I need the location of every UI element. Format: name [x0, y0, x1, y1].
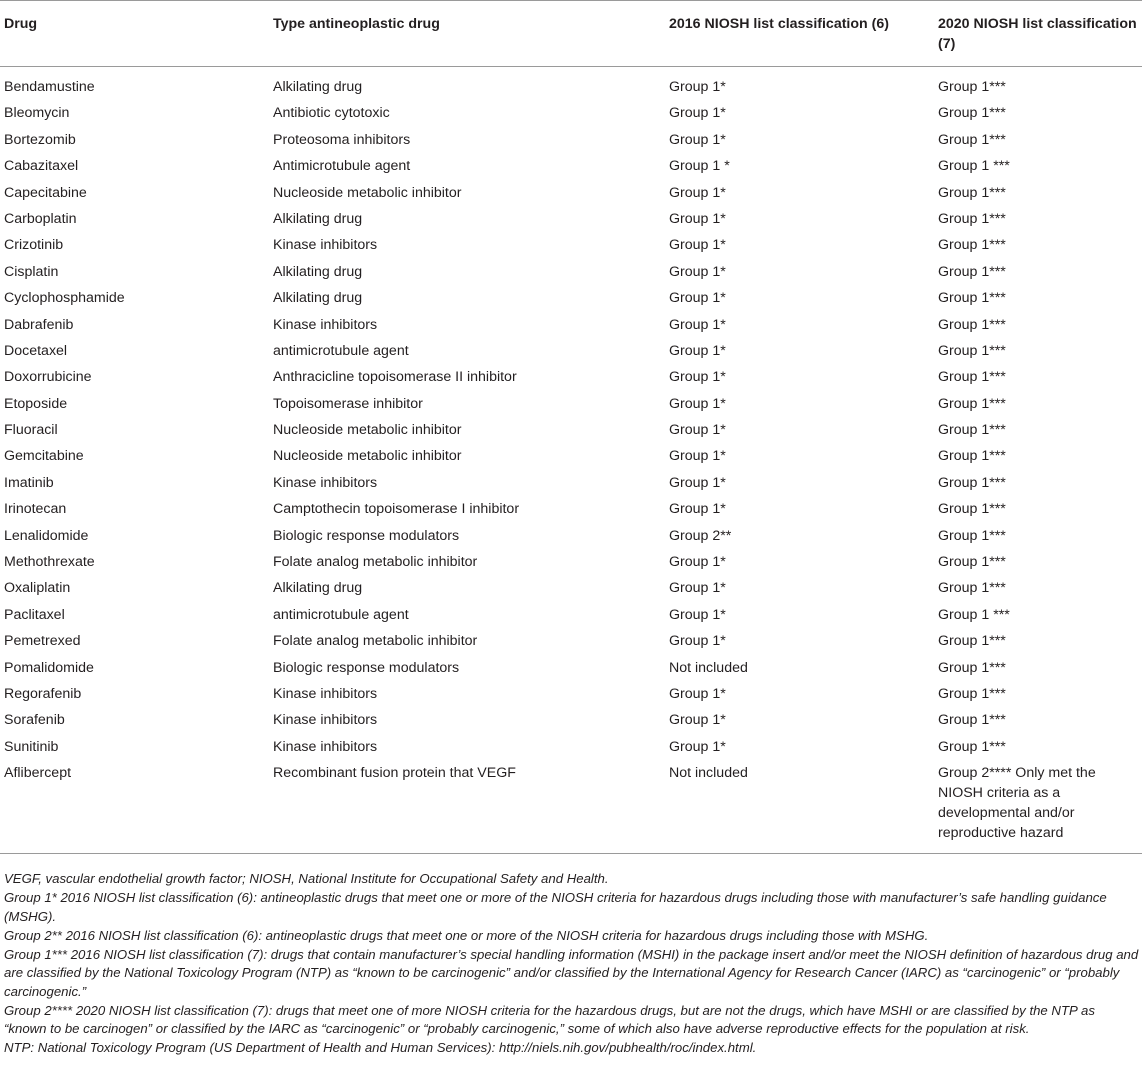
niosh-2016-cell: Group 1* — [669, 79, 726, 95]
drug-name-cell: Aflibercept — [0, 760, 269, 854]
niosh-2020-cell: Group 1*** — [938, 448, 1006, 465]
niosh-2016-cell: Group 1* — [669, 131, 726, 148]
drug-name-cell: Doxorrubicine — [4, 369, 92, 386]
niosh-2020-cell: Group 1*** — [938, 79, 1006, 95]
drug-name-cell: Sorafenib — [4, 712, 65, 729]
niosh-2016-cell: Group 1* — [669, 606, 726, 623]
niosh-2020-cell: Group 1*** — [938, 738, 1006, 755]
drug-name-cell: Cyclophosphamide — [4, 290, 125, 307]
niosh-2016-cell: Group 1* — [669, 501, 726, 518]
table-row — [0, 760, 1142, 854]
niosh-2020-cell: Group 1*** — [938, 210, 1006, 227]
niosh-2016-cell: Group 1* — [669, 474, 726, 491]
niosh-2020-cell: Group 1*** — [938, 263, 1006, 280]
drug-type-cell: Alkilating drug — [273, 79, 363, 95]
table-row — [0, 364, 1142, 390]
niosh-2020-cell: Group 1*** — [938, 580, 1006, 597]
column-header-2020-classification: 2020 NIOSH list classification (7) — [934, 1, 1142, 67]
footnote: Group 2** 2016 NIOSH list classification (6): antineoplastic drugs that meet one or more of the NIOSH criteria for hazardous drugs including those with MSHG. — [4, 927, 929, 943]
drug-type-cell: Kinase inhibitors — [273, 738, 378, 755]
table-row — [0, 707, 1142, 733]
niosh-2016-cell: Group 1* — [669, 237, 726, 254]
niosh-2020-cell: Group 1*** — [938, 712, 1006, 729]
drug-type-cell: Alkilating drug — [273, 263, 363, 280]
niosh-2016-cell: Group 1 * — [669, 158, 730, 175]
niosh-2016-cell: Group 1* — [669, 422, 726, 439]
niosh-2016-cell: Group 1* — [669, 342, 726, 359]
drug-name-cell: Methothrexate — [4, 554, 95, 571]
drug-type-cell: antimicrotubule agent — [273, 342, 409, 359]
footnote: Group 1* 2016 NIOSH list classification (6): antineoplastic drugs that meet one or more of the NIOSH criteria for hazardous drugs including those with manufacturer’s safe handling guidance (MSHG). — [4, 890, 1107, 924]
table-row — [0, 127, 1142, 153]
niosh-2020-cell: Group 1*** — [938, 527, 1006, 544]
table-row — [0, 338, 1142, 364]
drug-name-cell: Pemetrexed — [4, 633, 81, 650]
drug-type-cell: Folate analog metabolic inhibitor — [273, 633, 478, 650]
table-row — [0, 496, 1142, 522]
table-row — [0, 153, 1142, 179]
column-header-drug: Drug — [0, 1, 269, 67]
table-row — [0, 443, 1142, 469]
niosh-2016-cell: Group 1* — [669, 263, 726, 280]
niosh-2020-cell: Group 1*** — [938, 105, 1006, 122]
niosh-2020-cell: Group 1*** — [938, 131, 1006, 148]
niosh-2020-cell: Group 1*** — [938, 184, 1006, 201]
table-row — [0, 259, 1142, 285]
niosh-2016-cell: Not included — [665, 760, 934, 854]
drug-name-cell: Cabazitaxel — [4, 158, 79, 175]
niosh-2016-cell: Group 1* — [669, 448, 726, 465]
niosh-2020-cell: Group 1*** — [938, 422, 1006, 439]
niosh-2020-cell: Group 1*** — [938, 685, 1006, 702]
table-row — [0, 67, 1142, 101]
drug-name-cell: Cisplatin — [4, 263, 59, 280]
drug-name-cell: Regorafenib — [4, 685, 82, 702]
drug-type-cell: Anthracicline topoisomerase II inhibitor — [273, 369, 517, 386]
niosh-2016-cell: Group 1* — [669, 554, 726, 571]
table-row — [0, 232, 1142, 258]
table-row — [0, 180, 1142, 206]
niosh-2016-cell: Group 1* — [669, 685, 726, 702]
table-row — [0, 575, 1142, 601]
drug-name-cell: Paclitaxel — [4, 606, 65, 623]
table-row — [0, 734, 1142, 760]
niosh-2020-cell: Group 1*** — [938, 290, 1006, 307]
drug-type-cell: Antibiotic cytotoxic — [273, 105, 390, 122]
niosh-2016-cell: Group 1* — [669, 184, 726, 201]
drug-name-cell: Bortezomib — [4, 131, 76, 148]
drug-type-cell: Biologic response modulators — [273, 659, 460, 676]
drug-name-cell: Capecitabine — [4, 184, 87, 201]
drug-name-cell: Docetaxel — [4, 342, 68, 359]
footnote: Group 1*** 2016 NIOSH list classification (7): drugs that contain manufacturer’s special handling information (MSHI) in the package insert and/or meet the NIOSH definition of hazardous drug and are classified by the National Toxicology Program (NTP) as “known to be carcinogenic” and/or classified by the International Agency for Research Cancer (IARC) as “carcinogenic” or “probably carcinogenic.” — [4, 946, 1139, 999]
drug-type-cell: Kinase inhibitors — [273, 237, 378, 254]
drug-type-cell: antimicrotubule agent — [273, 606, 409, 623]
drug-type-cell: Kinase inhibitors — [273, 685, 378, 702]
table-row — [0, 628, 1142, 654]
niosh-2016-cell: Group 1* — [669, 105, 726, 122]
drug-name-cell: Sunitinib — [4, 738, 59, 755]
niosh-2020-cell: Group 1 *** — [938, 158, 1010, 175]
header-row — [0, 1, 1142, 67]
niosh-2020-cell: Group 1*** — [938, 342, 1006, 359]
niosh-2016-cell: Group 1* — [669, 369, 726, 386]
niosh-2020-cell: Group 1*** — [938, 316, 1006, 333]
niosh-2020-cell: Group 1 *** — [938, 606, 1010, 623]
niosh-2016-cell: Group 1* — [669, 712, 726, 729]
niosh-2020-cell: Group 1*** — [938, 633, 1006, 650]
niosh-2016-cell: Group 1* — [669, 395, 726, 412]
drug-type-cell: Kinase inhibitors — [273, 316, 378, 333]
niosh-2020-cell: Group 1*** — [938, 474, 1006, 491]
niosh-2020-cell: Group 1*** — [938, 395, 1006, 412]
table-row — [0, 681, 1142, 707]
drug-name-cell: Pomalidomide — [4, 659, 94, 676]
drug-type-cell: Recombinant fusion protein that VEGF — [269, 760, 665, 854]
table-row — [0, 100, 1142, 126]
niosh-2016-cell: Group 1* — [669, 580, 726, 597]
table-row — [0, 391, 1142, 417]
table-row — [0, 312, 1142, 338]
table-row — [0, 417, 1142, 443]
drug-type-cell: Camptothecin topoisomerase I inhibitor — [273, 501, 520, 518]
niosh-2020-cell: Group 1*** — [938, 659, 1006, 676]
drug-type-cell: Alkilating drug — [273, 580, 363, 597]
drug-name-cell: Crizotinib — [4, 237, 64, 254]
drug-name-cell: Lenalidomide — [4, 527, 89, 544]
drug-type-cell: Nucleoside metabolic inhibitor — [273, 448, 462, 465]
niosh-2020-cell: Group 1*** — [938, 237, 1006, 254]
table-row — [0, 602, 1142, 628]
drug-name-cell: Carboplatin — [4, 210, 77, 227]
table-header — [0, 1, 1142, 67]
drug-type-cell: Topoisomerase inhibitor — [273, 395, 423, 412]
drug-name-cell: Imatinib — [4, 474, 54, 491]
niosh-2016-cell: Group 1* — [669, 316, 726, 333]
drug-name-cell: Bendamustine — [4, 79, 95, 95]
drug-name-cell: Dabrafenib — [4, 316, 74, 333]
niosh-2020-cell: Group 1*** — [938, 501, 1006, 518]
drug-type-cell: Nucleoside metabolic inhibitor — [273, 422, 462, 439]
niosh-2016-cell: Group 1* — [669, 633, 726, 650]
drug-type-cell: Alkilating drug — [273, 210, 363, 227]
column-header-type: Type antineoplastic drug — [269, 1, 665, 67]
niosh-2016-cell: Group 2** — [669, 527, 732, 544]
table-row — [0, 523, 1142, 549]
drug-name-cell: Gemcitabine — [4, 448, 84, 465]
niosh-2016-cell: Group 1* — [669, 738, 726, 755]
drug-type-cell: Antimicrotubule agent — [273, 158, 411, 175]
drug-type-cell: Folate analog metabolic inhibitor — [273, 554, 478, 571]
niosh-2016-cell: Not included — [669, 659, 748, 676]
table-row — [0, 549, 1142, 575]
niosh-2020-cell: Group 2**** Only met the NIOSH criteria as a developmental and/or reproductive hazard — [934, 760, 1142, 854]
table-body — [0, 67, 1142, 854]
drug-name-cell: Oxaliplatin — [4, 580, 71, 597]
drug-type-cell: Alkilating drug — [273, 290, 363, 307]
table-row — [0, 206, 1142, 232]
niosh-2020-cell: Group 1*** — [938, 369, 1006, 386]
footnote: NTP: National Toxicology Program (US Department of Health and Human Services): http://niels.nih.gov/pubhealth/roc/index.html. — [4, 1040, 757, 1055]
niosh-2020-cell: Group 1*** — [938, 554, 1006, 571]
drug-name-cell: Fluoracil — [4, 422, 58, 439]
table-footnotes — [4, 870, 1140, 1058]
footnote: VEGF, vascular endothelial growth factor; NIOSH, National Institute for Occupational Safety and Health. — [4, 871, 609, 886]
drug-type-cell: Biologic response modulators — [273, 527, 460, 544]
footnote: Group 2**** 2020 NIOSH list classification (7): drugs that meet one of more NIOSH criteria for the hazardous drugs, but are not the drugs, which have MSHI or are classified by the NTP as “known to be carcinogen” or classified by the IARC as “carcinogenic” or “probably carcinogenic,” some of which also have adverse reproductive effects for the population at risk. — [4, 1002, 1095, 1036]
table-row — [0, 470, 1142, 496]
drug-type-cell: Kinase inhibitors — [273, 712, 378, 729]
drug-type-cell: Kinase inhibitors — [273, 474, 378, 491]
drug-type-cell: Proteosoma inhibitors — [273, 131, 411, 148]
drug-name-cell: Bleomycin — [4, 105, 70, 122]
niosh-2016-cell: Group 1* — [669, 210, 726, 227]
drug-type-cell: Nucleoside metabolic inhibitor — [273, 184, 462, 201]
table-row — [0, 285, 1142, 311]
column-header-2016-classification: 2016 NIOSH list classification (6) — [665, 1, 934, 67]
drug-name-cell: Etoposide — [4, 395, 68, 412]
niosh-2016-cell: Group 1* — [669, 290, 726, 307]
table-row — [0, 655, 1142, 681]
drug-name-cell: Irinotecan — [4, 501, 67, 518]
